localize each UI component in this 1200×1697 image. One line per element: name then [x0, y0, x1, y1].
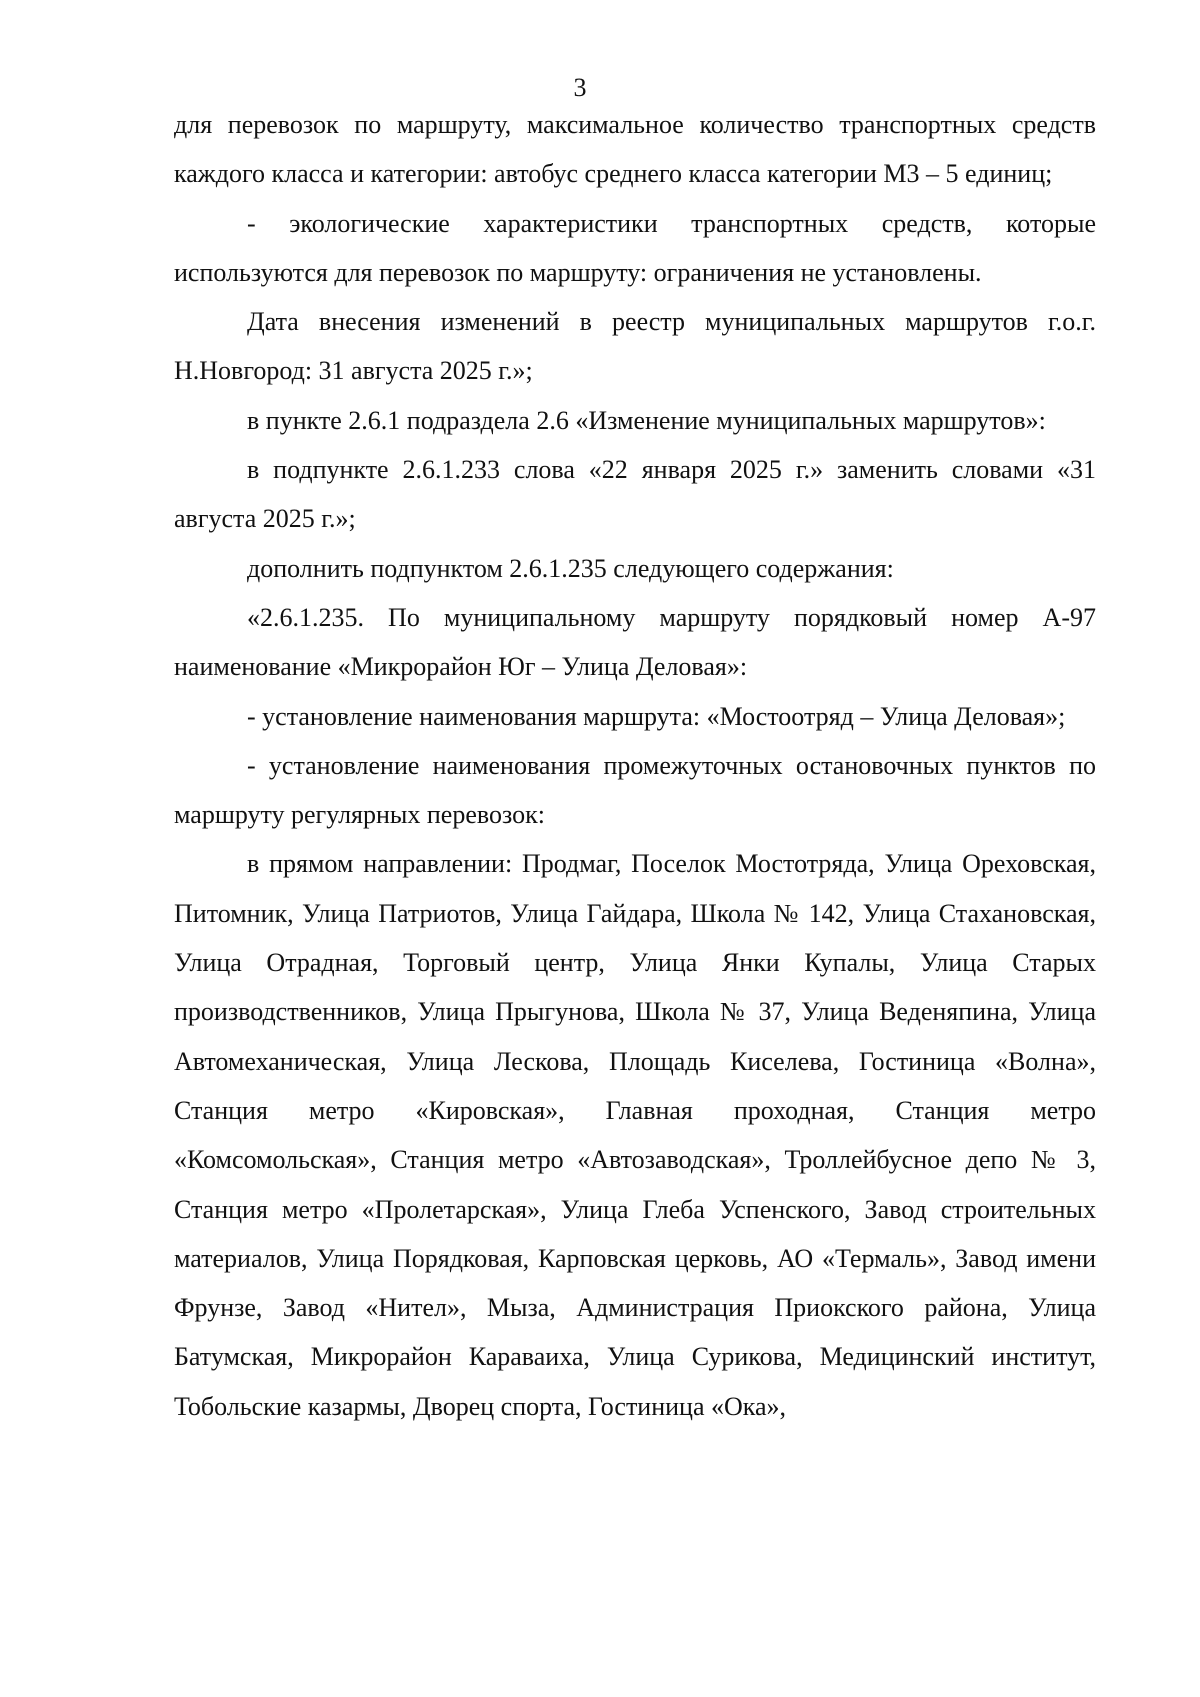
paragraph-forward-direction-stops: в прямом направлении: Продмаг, Поселок Мостотряда, Улица Ореховская, Питомник, Улица Патриотов, Улица Гайдара, Школа № 142, Улица Стахановская, Улица Отрадная, Торговый центр, Улица Янки Купалы, Улица Старых производственников, Улица Прыгунова, Школа № 37, Улица Веденяпина, Улица Автомеханическая, Улица Лескова, Площадь Киселева, Гостиница «Волна», Станция метро «Кировская», Главная проходная, Станция метро «Комсомольская», Станция метро «Автозаводская», Троллейбусное депо № 3, Станция метро «Пролетарская», Улица Глеба Успенского, Завод строительных материалов, Улица Порядковая, Карповская церковь, АО «Термаль», Завод имени Фрунзе, Завод «Нител», Мыза, Администрация Приокского района, Улица Батумская, Микрорайон Караваиха, Улица Сурикова, Медицинский институт, Тобольские казармы, Дворец спорта, Гостиница «Ока»,: [174, 849, 1096, 1421]
paragraph-route-a97: «2.6.1.235. По муниципальному маршруту порядковый номер А-97 наименование «Микрорайон Юг – Улица Деловая»:: [174, 602, 1096, 682]
page-number: 3: [573, 73, 587, 102]
paragraph-clause-2-6-1: в пункте 2.6.1 подраздела 2.6 «Изменение муниципальных маршрутов»:: [247, 405, 1046, 435]
paragraph-intermediate-stops: - установление наименования промежуточных остановочных пунктов по маршруту регулярных перевозок:: [174, 750, 1096, 830]
paragraph-subclause-233: в подпункте 2.6.1.233 слова «22 января 2025 г.» заменить словами «31 августа 2025 г.»;: [174, 455, 1096, 534]
paragraph-route-name: - установление наименования маршрута: «Мостоотряд – Улица Деловая»;: [247, 701, 1066, 731]
paragraph-route-vehicles: для перевозок по маршруту, максимальное количество транспортных средств каждого класса и категории: автобус среднего класса категории М3 – 5 единиц;: [174, 110, 1096, 189]
paragraph-ecological-characteristics: - экологические характеристики транспортных средств, которые используются для перевозок по маршруту: ограничения не установлены.: [174, 208, 1096, 287]
paragraph-add-subclause-235: дополнить подпунктом 2.6.1.235 следующего содержания:: [247, 553, 894, 583]
document-body: [174, 100, 1096, 1431]
paragraph-registry-change-date: Дата внесения изменений в реестр муниципальных маршрутов г.о.г. Н.Новгород: 31 августа 2025 г.»;: [174, 307, 1096, 386]
